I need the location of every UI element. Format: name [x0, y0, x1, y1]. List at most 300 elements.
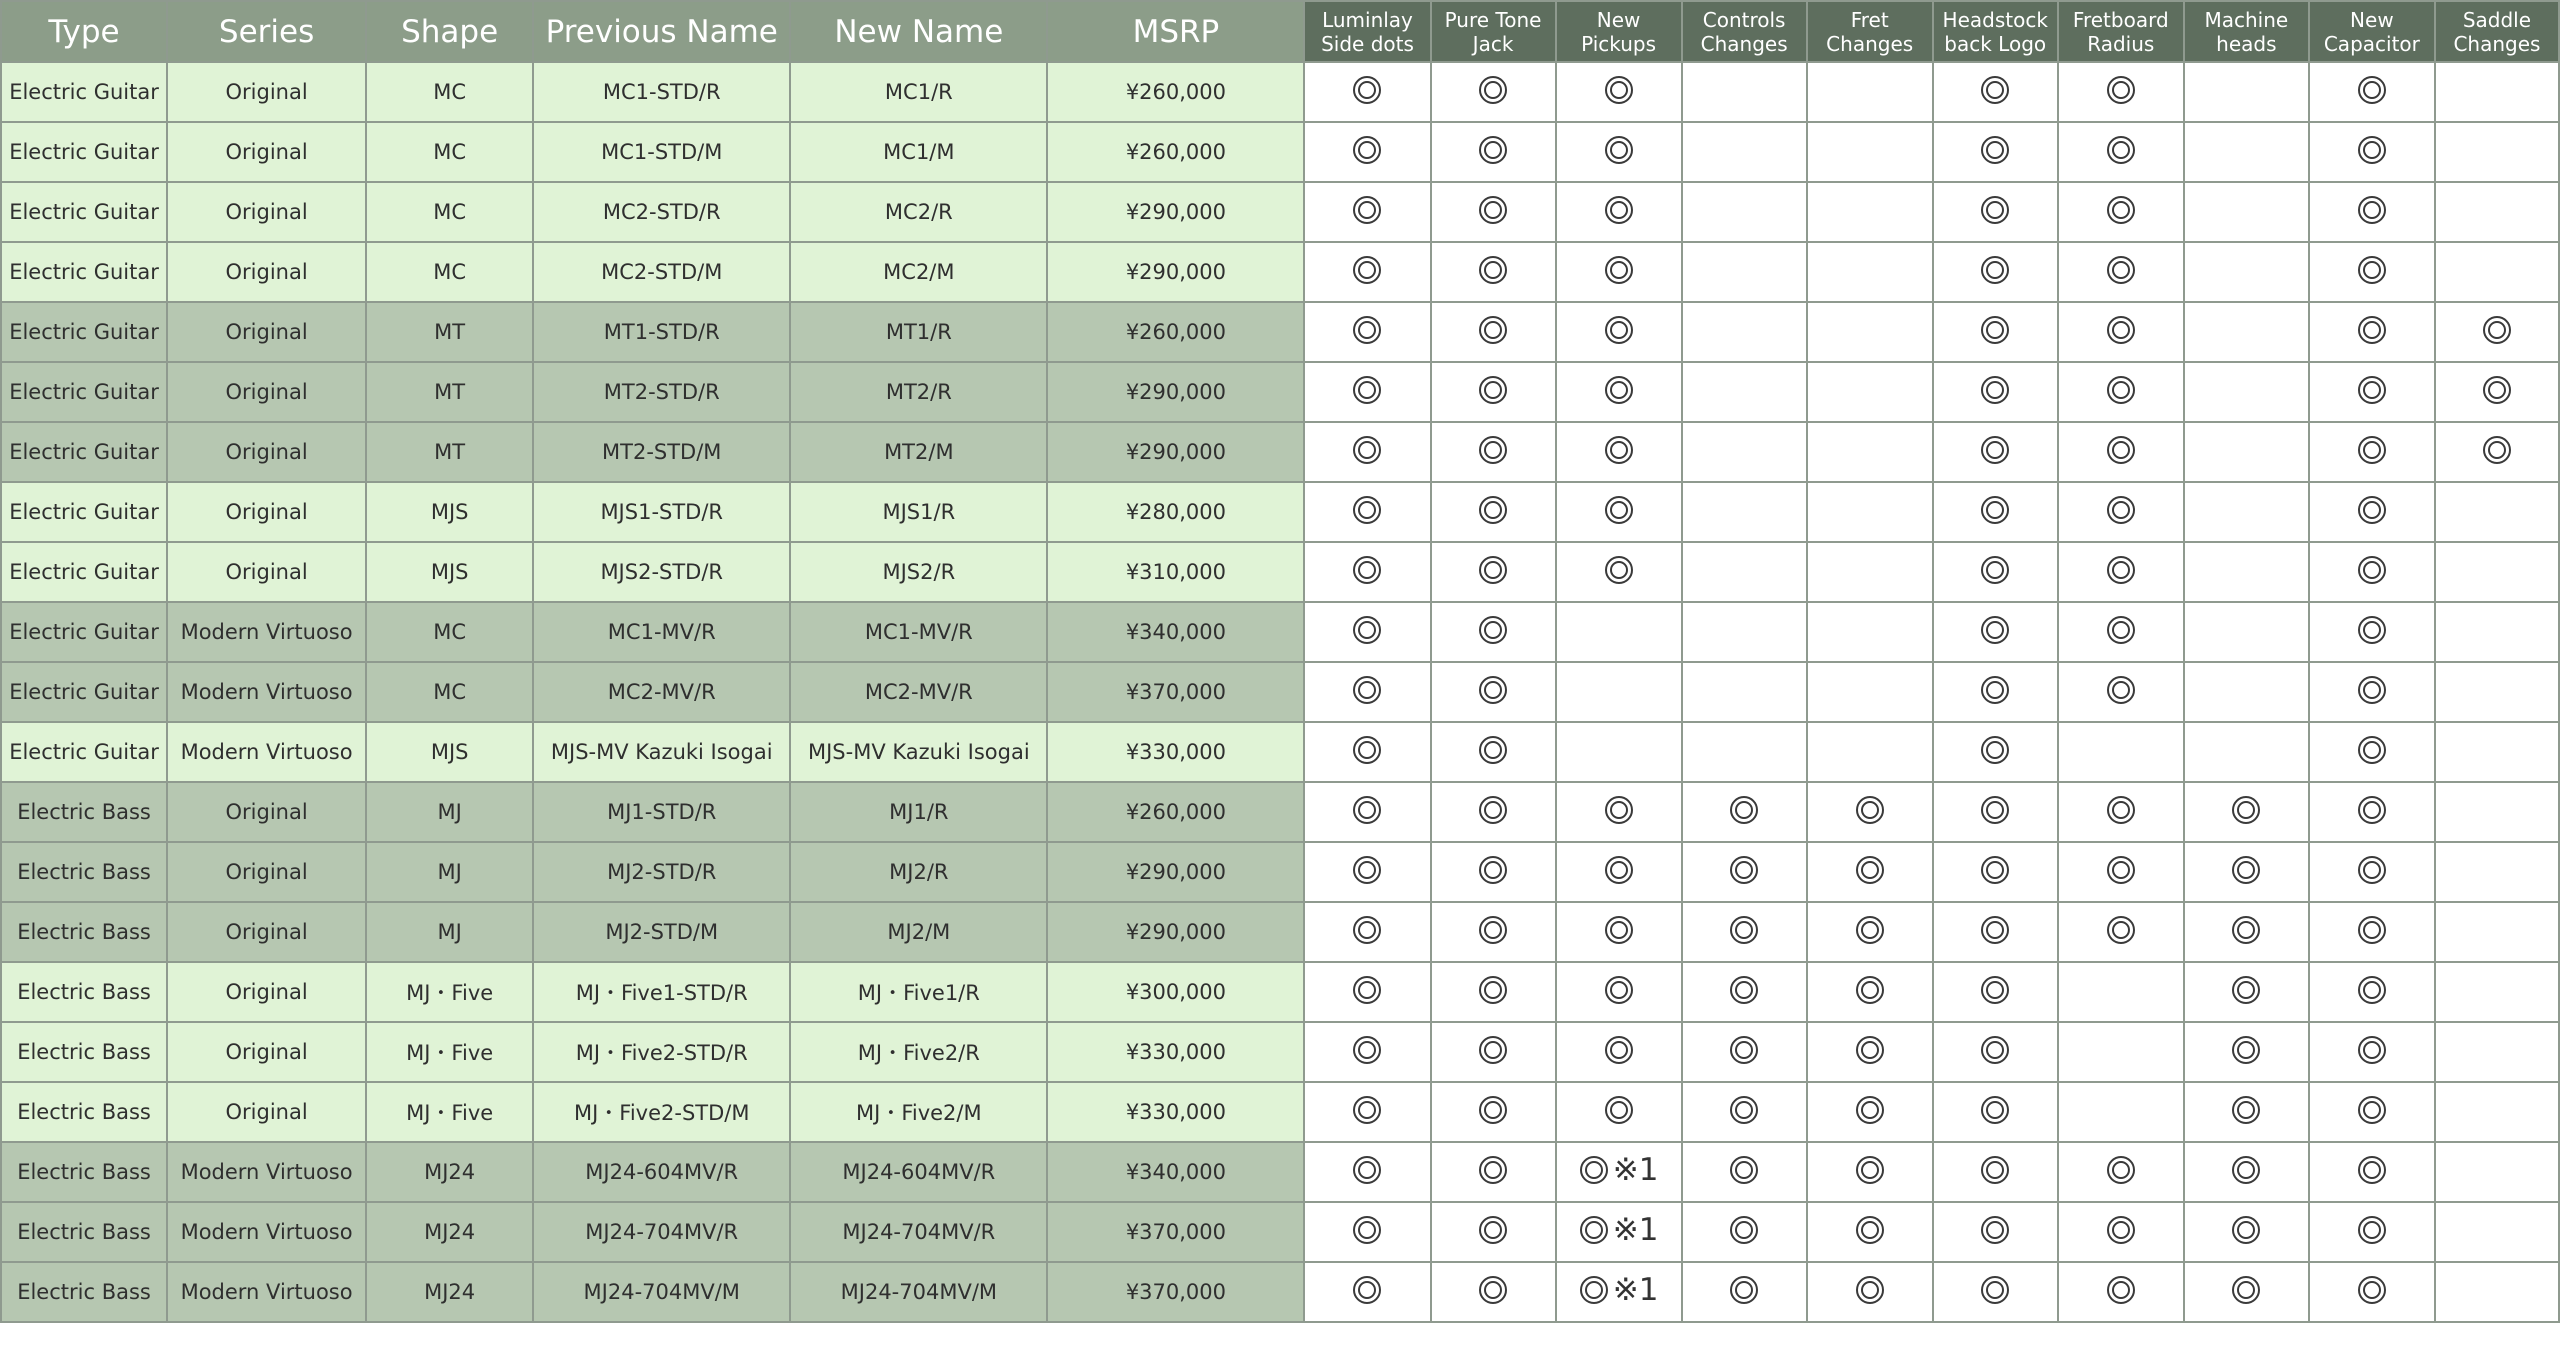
- feature-mark: [1855, 1035, 1885, 1065]
- feature-cell: [1431, 62, 1556, 122]
- feature-mark: [1352, 435, 1382, 465]
- feature-cell: [1933, 1202, 2058, 1262]
- table-body: [1, 62, 2559, 1322]
- feature-mark: [1352, 615, 1382, 645]
- cell-new-name: MT2/R: [790, 362, 1047, 422]
- feature-cell: [1556, 662, 1682, 722]
- cell-msrp: ¥260,000: [1047, 782, 1304, 842]
- feature-cell: [1807, 242, 1933, 302]
- feature-mark: [2482, 435, 2512, 465]
- feature-mark: [1478, 1035, 1508, 1065]
- feature-mark: [1478, 315, 1508, 345]
- feature-mark: [2357, 555, 2387, 585]
- cell-type: Electric Guitar: [1, 482, 167, 542]
- feature-cell: [1431, 422, 1556, 482]
- feature-mark: [1579, 1151, 1659, 1188]
- feature-mark: [1980, 255, 2010, 285]
- double-circle-icon: [2106, 375, 2136, 405]
- column-header-line: Changes: [2453, 31, 2541, 56]
- feature-mark: [1478, 855, 1508, 885]
- double-circle-icon: [1478, 375, 1508, 405]
- feature-mark: [1352, 195, 1382, 225]
- column-header-line: Machine: [2204, 7, 2289, 32]
- feature-cell: [1682, 1202, 1807, 1262]
- feature-mark: [1980, 675, 2010, 705]
- double-circle-icon: [1729, 855, 1759, 885]
- feature-mark: [1729, 1035, 1759, 1065]
- feature-cell: [1431, 242, 1556, 302]
- double-circle-icon: [1604, 915, 1634, 945]
- double-circle-icon: [2231, 1275, 2261, 1305]
- feature-cell: [2184, 1262, 2309, 1322]
- feature-cell: [1556, 62, 1682, 122]
- table-row: [1, 1022, 2559, 1082]
- double-circle-icon: [1729, 915, 1759, 945]
- feature-cell: [2184, 62, 2309, 122]
- cell-msrp: ¥290,000: [1047, 902, 1304, 962]
- double-circle-icon: [2357, 435, 2387, 465]
- table-row: [1, 602, 2559, 662]
- double-circle-icon: [1352, 1215, 1382, 1245]
- double-circle-icon: [2357, 675, 2387, 705]
- feature-cell: [1304, 662, 1430, 722]
- feature-cell: [1304, 422, 1430, 482]
- table-row: [1, 722, 2559, 782]
- feature-cell: [1304, 62, 1430, 122]
- feature-cell: [2435, 242, 2559, 302]
- feature-cell: [1431, 1022, 1556, 1082]
- feature-cell: [2309, 662, 2435, 722]
- feature-mark: [1352, 555, 1382, 585]
- feature-cell: [2309, 962, 2435, 1022]
- double-circle-icon: [1729, 1095, 1759, 1125]
- cell-type: Electric Guitar: [1, 182, 167, 242]
- feature-mark: [2106, 315, 2136, 345]
- feature-cell: [1556, 242, 1682, 302]
- feature-mark: [1352, 255, 1382, 285]
- cell-type: Electric Bass: [1, 962, 167, 1022]
- feature-mark: [2357, 975, 2387, 1005]
- feature-cell: [1556, 1082, 1682, 1142]
- table-row: [1, 62, 2559, 122]
- double-circle-icon: [1352, 915, 1382, 945]
- cell-series: Modern Virtuoso: [167, 722, 366, 782]
- feature-mark: [1980, 1095, 2010, 1125]
- cell-series: Modern Virtuoso: [167, 662, 366, 722]
- feature-cell: [2058, 842, 2184, 902]
- feature-cell: [2435, 422, 2559, 482]
- cell-series: Original: [167, 902, 366, 962]
- feature-cell: [2184, 1202, 2309, 1262]
- cell-msrp: ¥290,000: [1047, 362, 1304, 422]
- feature-cell: [1431, 302, 1556, 362]
- feature-cell: [1304, 122, 1430, 182]
- cell-series: Original: [167, 1082, 366, 1142]
- feature-mark: [1352, 75, 1382, 105]
- double-circle-icon: [1855, 855, 1885, 885]
- column-header-series: Series: [167, 1, 366, 62]
- feature-mark: [1980, 1275, 2010, 1305]
- double-circle-icon: [2357, 915, 2387, 945]
- double-circle-icon: [1980, 915, 2010, 945]
- cell-msrp: ¥370,000: [1047, 1202, 1304, 1262]
- double-circle-icon: [2106, 195, 2136, 225]
- cell-series: Original: [167, 122, 366, 182]
- cell-previous-name: MJS2-STD/R: [533, 542, 790, 602]
- double-circle-icon: [2231, 855, 2261, 885]
- feature-cell: [1807, 662, 1933, 722]
- cell-shape: MT: [366, 362, 533, 422]
- cell-shape: MJ・Five: [366, 1082, 533, 1142]
- cell-type: Electric Bass: [1, 902, 167, 962]
- feature-cell: [1807, 1202, 1933, 1262]
- double-circle-icon: [2231, 975, 2261, 1005]
- feature-mark: [2106, 255, 2136, 285]
- feature-cell: [1807, 1082, 1933, 1142]
- feature-mark: [1352, 1095, 1382, 1125]
- double-circle-icon: [2357, 1095, 2387, 1125]
- feature-cell: [1807, 482, 1933, 542]
- feature-cell: [1304, 962, 1430, 1022]
- double-circle-icon: [1352, 1035, 1382, 1065]
- feature-cell: [2184, 602, 2309, 662]
- double-circle-icon: [1980, 1215, 2010, 1245]
- cell-previous-name: MJS-MV Kazuki Isogai: [533, 722, 790, 782]
- double-circle-icon: [2106, 255, 2136, 285]
- double-circle-icon: [1980, 855, 2010, 885]
- cell-type: Electric Guitar: [1, 302, 167, 362]
- cell-new-name: MJS-MV Kazuki Isogai: [790, 722, 1047, 782]
- feature-cell: [1933, 182, 2058, 242]
- column-header-line: Pickups: [1581, 31, 1657, 56]
- feature-mark: [2231, 915, 2261, 945]
- double-circle-icon: [1604, 555, 1634, 585]
- feature-cell: [2309, 602, 2435, 662]
- feature-mark: [2357, 435, 2387, 465]
- cell-msrp: ¥340,000: [1047, 1142, 1304, 1202]
- table-row: [1, 242, 2559, 302]
- double-circle-icon: [1579, 1215, 1609, 1245]
- double-circle-icon: [1352, 135, 1382, 165]
- feature-mark: [1478, 495, 1508, 525]
- cell-msrp: ¥330,000: [1047, 1082, 1304, 1142]
- feature-cell: [1431, 362, 1556, 422]
- feature-cell: [1682, 482, 1807, 542]
- feature-cell: [2309, 182, 2435, 242]
- double-circle-icon: [1478, 435, 1508, 465]
- cell-new-name: MJ24-604MV/R: [790, 1142, 1047, 1202]
- cell-new-name: MJ・Five2/R: [790, 1022, 1047, 1082]
- feature-mark: [1604, 855, 1634, 885]
- double-circle-icon: [1855, 1215, 1885, 1245]
- double-circle-icon: [2106, 1275, 2136, 1305]
- feature-mark: [1980, 735, 2010, 765]
- cell-new-name: MJ2/M: [790, 902, 1047, 962]
- feature-cell: [2309, 1262, 2435, 1322]
- cell-new-name: MJS2/R: [790, 542, 1047, 602]
- feature-cell: [2435, 542, 2559, 602]
- feature-cell: [1304, 1082, 1430, 1142]
- feature-cell: [2435, 482, 2559, 542]
- feature-cell: [1807, 1262, 1933, 1322]
- feature-cell: [1431, 962, 1556, 1022]
- feature-cell: [2309, 1022, 2435, 1082]
- double-circle-icon: [1352, 75, 1382, 105]
- feature-cell: [2184, 542, 2309, 602]
- feature-cell: [2184, 242, 2309, 302]
- feature-cell: [1807, 902, 1933, 962]
- double-circle-icon: [2106, 135, 2136, 165]
- feature-cell: [1304, 182, 1430, 242]
- feature-cell: [1431, 542, 1556, 602]
- feature-cell: [2435, 362, 2559, 422]
- feature-mark: [2357, 195, 2387, 225]
- feature-cell: [1933, 422, 2058, 482]
- feature-cell: [1304, 1022, 1430, 1082]
- header-row: [1, 1, 2559, 62]
- feature-cell: [2309, 1202, 2435, 1262]
- double-circle-icon: [2357, 855, 2387, 885]
- feature-cell: [1807, 362, 1933, 422]
- feature-mark: [1855, 1215, 1885, 1245]
- feature-cell: [1304, 902, 1430, 962]
- feature-mark: [1980, 1035, 2010, 1065]
- double-circle-icon: [1604, 975, 1634, 1005]
- feature-mark: [1579, 1271, 1659, 1308]
- table-row: [1, 182, 2559, 242]
- feature-cell: [1933, 662, 2058, 722]
- feature-mark: [2231, 1275, 2261, 1305]
- feature-mark: [1980, 615, 2010, 645]
- feature-cell: [2309, 1082, 2435, 1142]
- cell-msrp: ¥290,000: [1047, 422, 1304, 482]
- feature-cell: [1682, 782, 1807, 842]
- double-circle-icon: [2231, 1035, 2261, 1065]
- cell-new-name: MC1-MV/R: [790, 602, 1047, 662]
- cell-shape: MJS: [366, 482, 533, 542]
- feature-cell: [1304, 842, 1430, 902]
- cell-previous-name: MC2-STD/R: [533, 182, 790, 242]
- feature-mark: [2357, 795, 2387, 825]
- feature-cell: [1682, 962, 1807, 1022]
- cell-msrp: ¥290,000: [1047, 242, 1304, 302]
- feature-mark: [2357, 735, 2387, 765]
- feature-mark: [1980, 495, 2010, 525]
- feature-cell: [1556, 122, 1682, 182]
- double-circle-icon: [2106, 1215, 2136, 1245]
- double-circle-icon: [1352, 795, 1382, 825]
- double-circle-icon: [1478, 1035, 1508, 1065]
- feature-mark: [1352, 495, 1382, 525]
- feature-cell: [1431, 1142, 1556, 1202]
- feature-cell: [1682, 242, 1807, 302]
- feature-cell: [1807, 302, 1933, 362]
- feature-mark: [1352, 1215, 1382, 1245]
- feature-mark: [1478, 795, 1508, 825]
- double-circle-icon: [1478, 1215, 1508, 1245]
- feature-cell: [2184, 1082, 2309, 1142]
- double-circle-icon: [2231, 1095, 2261, 1125]
- feature-mark: [2357, 315, 2387, 345]
- feature-cell: [2309, 422, 2435, 482]
- double-circle-icon: [1604, 855, 1634, 885]
- cell-msrp: ¥300,000: [1047, 962, 1304, 1022]
- table-row: [1, 782, 2559, 842]
- double-circle-icon: [2357, 1155, 2387, 1185]
- feature-mark: [1478, 75, 1508, 105]
- double-circle-icon: [1729, 1275, 1759, 1305]
- cell-previous-name: MC2-MV/R: [533, 662, 790, 722]
- cell-type: Electric Bass: [1, 1262, 167, 1322]
- column-header-machine-heads: [2184, 1, 2309, 62]
- feature-mark: [2357, 1215, 2387, 1245]
- feature-cell: [1556, 422, 1682, 482]
- feature-mark: [1604, 555, 1634, 585]
- feature-cell: [2435, 1082, 2559, 1142]
- double-circle-icon: [1980, 435, 2010, 465]
- feature-mark: [2106, 1275, 2136, 1305]
- feature-cell: [1304, 482, 1430, 542]
- cell-type: Electric Guitar: [1, 122, 167, 182]
- feature-mark: [1352, 1155, 1382, 1185]
- feature-mark: [2106, 675, 2136, 705]
- feature-mark: [1604, 75, 1634, 105]
- double-circle-icon: [2482, 435, 2512, 465]
- feature-cell: [2309, 362, 2435, 422]
- feature-cell: [2435, 1142, 2559, 1202]
- table-row: [1, 362, 2559, 422]
- feature-mark: [1478, 255, 1508, 285]
- double-circle-icon: [1980, 1095, 2010, 1125]
- feature-mark: [2231, 855, 2261, 885]
- cell-type: Electric Bass: [1, 782, 167, 842]
- feature-cell: [1556, 542, 1682, 602]
- double-circle-icon: [1352, 315, 1382, 345]
- feature-cell: [1682, 422, 1807, 482]
- feature-cell: [2184, 182, 2309, 242]
- feature-cell: [1431, 782, 1556, 842]
- column-header-new-name: New Name: [790, 1, 1047, 62]
- table-row: [1, 1202, 2559, 1262]
- cell-msrp: ¥330,000: [1047, 1022, 1304, 1082]
- feature-mark: [1352, 315, 1382, 345]
- cell-new-name: MJ・Five2/M: [790, 1082, 1047, 1142]
- feature-cell: [2435, 62, 2559, 122]
- double-circle-icon: [1980, 675, 2010, 705]
- feature-mark: [1980, 915, 2010, 945]
- double-circle-icon: [1579, 1275, 1609, 1305]
- feature-cell: [2435, 662, 2559, 722]
- feature-cell: [2058, 482, 2184, 542]
- feature-cell: [1682, 662, 1807, 722]
- feature-mark: [1855, 975, 1885, 1005]
- feature-mark: [1604, 195, 1634, 225]
- feature-mark: [1604, 435, 1634, 465]
- double-circle-icon: [2357, 555, 2387, 585]
- feature-cell: [2058, 182, 2184, 242]
- feature-cell: [1556, 1262, 1682, 1322]
- feature-mark: [1980, 375, 2010, 405]
- feature-cell: [2184, 482, 2309, 542]
- double-circle-icon: [2357, 375, 2387, 405]
- feature-cell: [2058, 662, 2184, 722]
- cell-type: Electric Bass: [1, 842, 167, 902]
- double-circle-icon: [2357, 1215, 2387, 1245]
- feature-cell: [1682, 542, 1807, 602]
- cell-type: Electric Guitar: [1, 542, 167, 602]
- feature-mark: [1980, 75, 2010, 105]
- cell-new-name: MT1/R: [790, 302, 1047, 362]
- feature-mark: [2106, 1215, 2136, 1245]
- feature-cell: [2309, 542, 2435, 602]
- feature-mark: [2231, 1035, 2261, 1065]
- double-circle-icon: [1855, 975, 1885, 1005]
- double-circle-icon: [1478, 255, 1508, 285]
- feature-mark: [1980, 435, 2010, 465]
- feature-cell: [1933, 362, 2058, 422]
- feature-mark: [1980, 195, 2010, 225]
- feature-mark: [2357, 615, 2387, 645]
- double-circle-icon: [1980, 375, 2010, 405]
- double-circle-icon: [1980, 495, 2010, 525]
- feature-cell: [1807, 602, 1933, 662]
- double-circle-icon: [2106, 855, 2136, 885]
- feature-cell: [1304, 1202, 1430, 1262]
- double-circle-icon: [2357, 1035, 2387, 1065]
- feature-cell: [2435, 302, 2559, 362]
- feature-mark: [2231, 795, 2261, 825]
- feature-cell: [1304, 1142, 1430, 1202]
- feature-mark: [2106, 135, 2136, 165]
- double-circle-icon: [1352, 855, 1382, 885]
- double-circle-icon: [1604, 435, 1634, 465]
- feature-cell: [1304, 302, 1430, 362]
- double-circle-icon: [2106, 615, 2136, 645]
- feature-cell: [2435, 122, 2559, 182]
- cell-msrp: ¥290,000: [1047, 182, 1304, 242]
- cell-shape: MC: [366, 602, 533, 662]
- double-circle-icon: [1478, 315, 1508, 345]
- cell-series: Original: [167, 482, 366, 542]
- note-mark: ※1: [1612, 1211, 1659, 1248]
- feature-mark: [1352, 135, 1382, 165]
- cell-msrp: ¥290,000: [1047, 842, 1304, 902]
- cell-shape: MJS: [366, 722, 533, 782]
- cell-shape: MC: [366, 62, 533, 122]
- feature-cell: [2435, 1202, 2559, 1262]
- feature-cell: [2184, 722, 2309, 782]
- feature-cell: [2058, 1262, 2184, 1322]
- feature-mark: [1478, 135, 1508, 165]
- column-header-line: Saddle: [2462, 7, 2532, 32]
- cell-msrp: ¥260,000: [1047, 62, 1304, 122]
- double-circle-icon: [2106, 435, 2136, 465]
- double-circle-icon: [1980, 315, 2010, 345]
- column-header-line: Changes: [1826, 31, 1914, 56]
- cell-series: Original: [167, 242, 366, 302]
- column-header-line: Fretboard: [2072, 7, 2169, 32]
- column-header-line: back Logo: [1944, 31, 2047, 56]
- feature-mark: [2357, 1155, 2387, 1185]
- feature-mark: [2106, 75, 2136, 105]
- cell-new-name: MJ2/R: [790, 842, 1047, 902]
- feature-cell: [2309, 1142, 2435, 1202]
- double-circle-icon: [1729, 795, 1759, 825]
- double-circle-icon: [1855, 1275, 1885, 1305]
- column-header-line: Controls: [1702, 7, 1786, 32]
- column-header-previous-name: Previous Name: [533, 1, 790, 62]
- feature-cell: [2184, 122, 2309, 182]
